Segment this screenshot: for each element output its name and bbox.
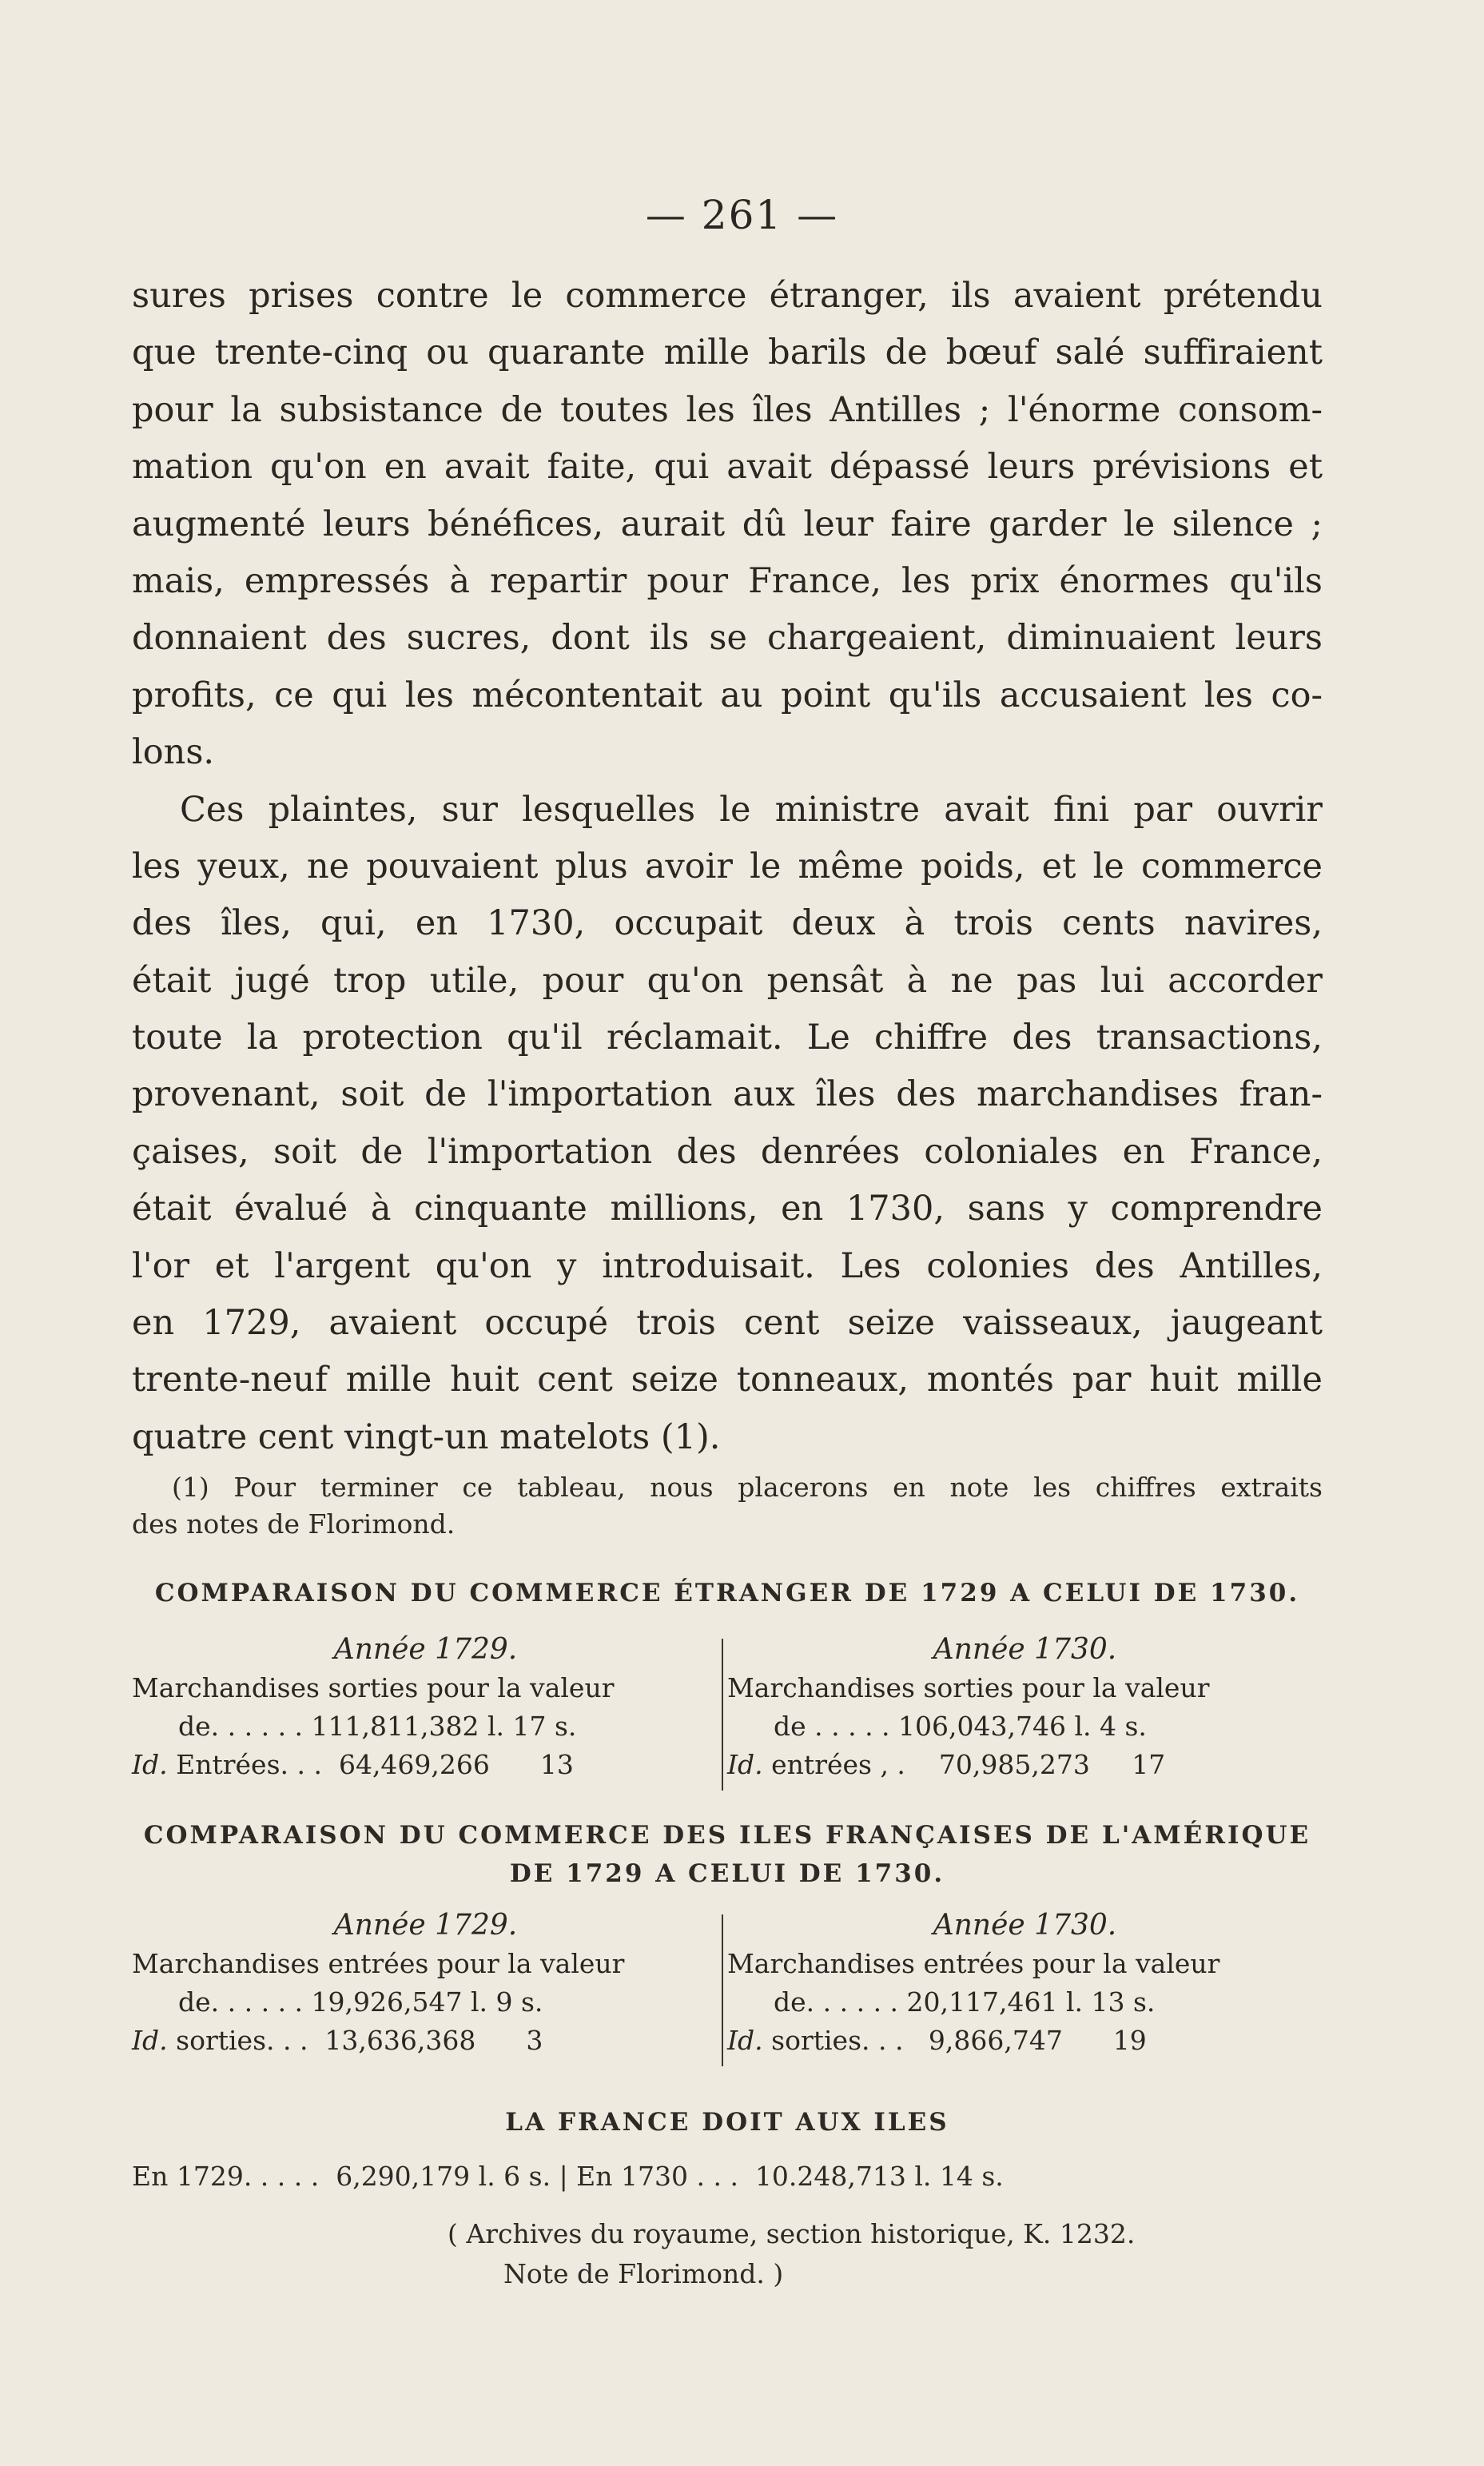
- table-cell: [727, 2022, 1323, 2060]
- text-line: trente-neuf mille huit cent seize tonneaux, montés par huit mille: [132, 1360, 1323, 1400]
- table-cell: Marchandises sorties pour la valeur: [727, 1672, 1210, 1703]
- text-line: l'or et l'argent qu'on y introduisait. Les colonies des Antilles,: [132, 1245, 1323, 1286]
- text-line: toute la protection qu'il réclamait. Le chiffre des transactions,: [132, 1018, 1323, 1058]
- text-line: lons.: [132, 732, 215, 773]
- table-cell: Marchandises entrées pour la valeur: [132, 1948, 625, 1979]
- text-line: était jugé trop utile, pour qu'on pensât à ne pas lui accorder: [132, 960, 1323, 1001]
- page-number: — 261 —: [645, 192, 839, 238]
- table-cell: de. . . . . . 20,117,461 l. 13 s.: [774, 1986, 1156, 2018]
- text-line: mais, empressés à repartir pour France, les prix énormes qu'ils: [132, 560, 1323, 601]
- text-line: Ces plaintes, sur lesquelles le ministre avait fini par ouvrir: [180, 789, 1323, 830]
- table2: [132, 1906, 1323, 2066]
- table1-left-col: [132, 1631, 719, 1784]
- table1-right-col: [727, 1631, 1323, 1784]
- table-cell: de. . . . . . 19,926,547 l. 9 s.: [178, 1986, 543, 2018]
- text-line: augmenté leurs bénéfices, aurait dû leur faire garder le silence ;: [132, 504, 1323, 544]
- text-line: que trente-cinq ou quarante mille barils de bœuf salé suffiraient: [132, 333, 1323, 373]
- table3-heading: LA FRANCE DOIT AUX ILES: [505, 2108, 949, 2137]
- text-line: des îles, qui, en 1730, occupait deux à trois cents navires,: [132, 903, 1323, 944]
- heading-line: DE 1729 A CELUI DE 1730.: [509, 1859, 945, 1888]
- id-label: Id.: [727, 1749, 763, 1780]
- text-line: sures prises contre le commerce étranger, ils avaient prétendu: [132, 276, 1323, 316]
- table-cell: Marchandises sorties pour la valeur: [132, 1672, 615, 1703]
- table1-divider: [722, 1639, 723, 1791]
- main-text: [132, 268, 1323, 1466]
- table-cell-value: sorties. . . 9,866,747 19: [762, 2025, 1147, 2056]
- id-label: Id.: [727, 2025, 763, 2056]
- table-cell: Marchandises entrées pour la valeur: [727, 1948, 1220, 1979]
- text-line: profits, ce qui les mécontentait au point qu'ils accusaient les co-: [132, 675, 1323, 715]
- source-note: [132, 2214, 1323, 2294]
- table-cell: de . . . . . 106,043,746 l. 4 s.: [774, 1711, 1147, 1742]
- text-line: provenant, soit de l'importation aux îles des marchandises fran-: [132, 1074, 1323, 1115]
- table2-divider: [722, 1914, 723, 2066]
- table-cell: [132, 1746, 719, 1784]
- table-cell-value: sorties. . . 13,636,368 3: [167, 2025, 543, 2056]
- text-line: en 1729, avaient occupé trois cent seize vaisseaux, jaugeant: [132, 1303, 1323, 1344]
- table-cell: [132, 2022, 719, 2060]
- table1: [132, 1631, 1323, 1791]
- table-cell-value: entrées , . 70,985,273 17: [762, 1749, 1166, 1780]
- table2-heading: [132, 1816, 1323, 1893]
- source-line: ( Archives du royaume, section historique, K. 1232.: [448, 2218, 1136, 2249]
- text-line: mation qu'on en avait faite, qui avait dépassé leurs prévisions et: [132, 447, 1323, 488]
- footnote-intro: [132, 1469, 1323, 1543]
- table2-left-col: [132, 1906, 719, 2060]
- table-cell: de. . . . . . 111,811,382 l. 17 s.: [178, 1711, 577, 1742]
- text-line: pour la subsistance de toutes les îles Antilles ; l'énorme consom-: [132, 389, 1323, 430]
- year-label: Année 1729.: [333, 1909, 518, 1942]
- heading-line: COMPARAISON DU COMMERCE DES ILES FRANÇAISES DE L'AMÉRIQUE: [143, 1821, 1311, 1850]
- footnote-line: (1) Pour terminer ce tableau, nous placerons en note les chiffres extraits: [172, 1472, 1323, 1503]
- source-line: Note de Florimond. ): [503, 2258, 784, 2289]
- table2-right-col: [727, 1906, 1323, 2060]
- text-line: était évalué à cinquante millions, en 1730, sans y comprendre: [132, 1189, 1323, 1229]
- table1-heading: COMPARAISON DU COMMERCE ÉTRANGER DE 1729 A CELUI DE 1730.: [154, 1579, 1300, 1607]
- text-line: çaises, soit de l'importation des denrées coloniales en France,: [132, 1131, 1323, 1172]
- table-cell-value: Entrées. . . 64,469,266 13: [167, 1749, 574, 1780]
- text-line: donnaient des sucres, dont ils se chargeaient, diminuaient leurs: [132, 618, 1323, 659]
- id-label: Id.: [132, 1749, 168, 1780]
- text-line: quatre cent vingt-un matelots (1).: [132, 1416, 721, 1457]
- id-label: Id.: [132, 2025, 168, 2056]
- year-label: Année 1729.: [333, 1633, 518, 1666]
- text-line: les yeux, ne pouvaient plus avoir le même poids, et le commerce: [132, 846, 1323, 886]
- year-label: Année 1730.: [933, 1909, 1117, 1942]
- table-cell: [727, 1746, 1323, 1784]
- year-label: Année 1730.: [933, 1633, 1117, 1666]
- footnote-line: des notes de Florimond.: [132, 1508, 456, 1540]
- table3-row: En 1729. . . . . 6,290,179 l. 6 s. | En 1730 . . . 10.248,713 l. 14 s.: [132, 2161, 1004, 2192]
